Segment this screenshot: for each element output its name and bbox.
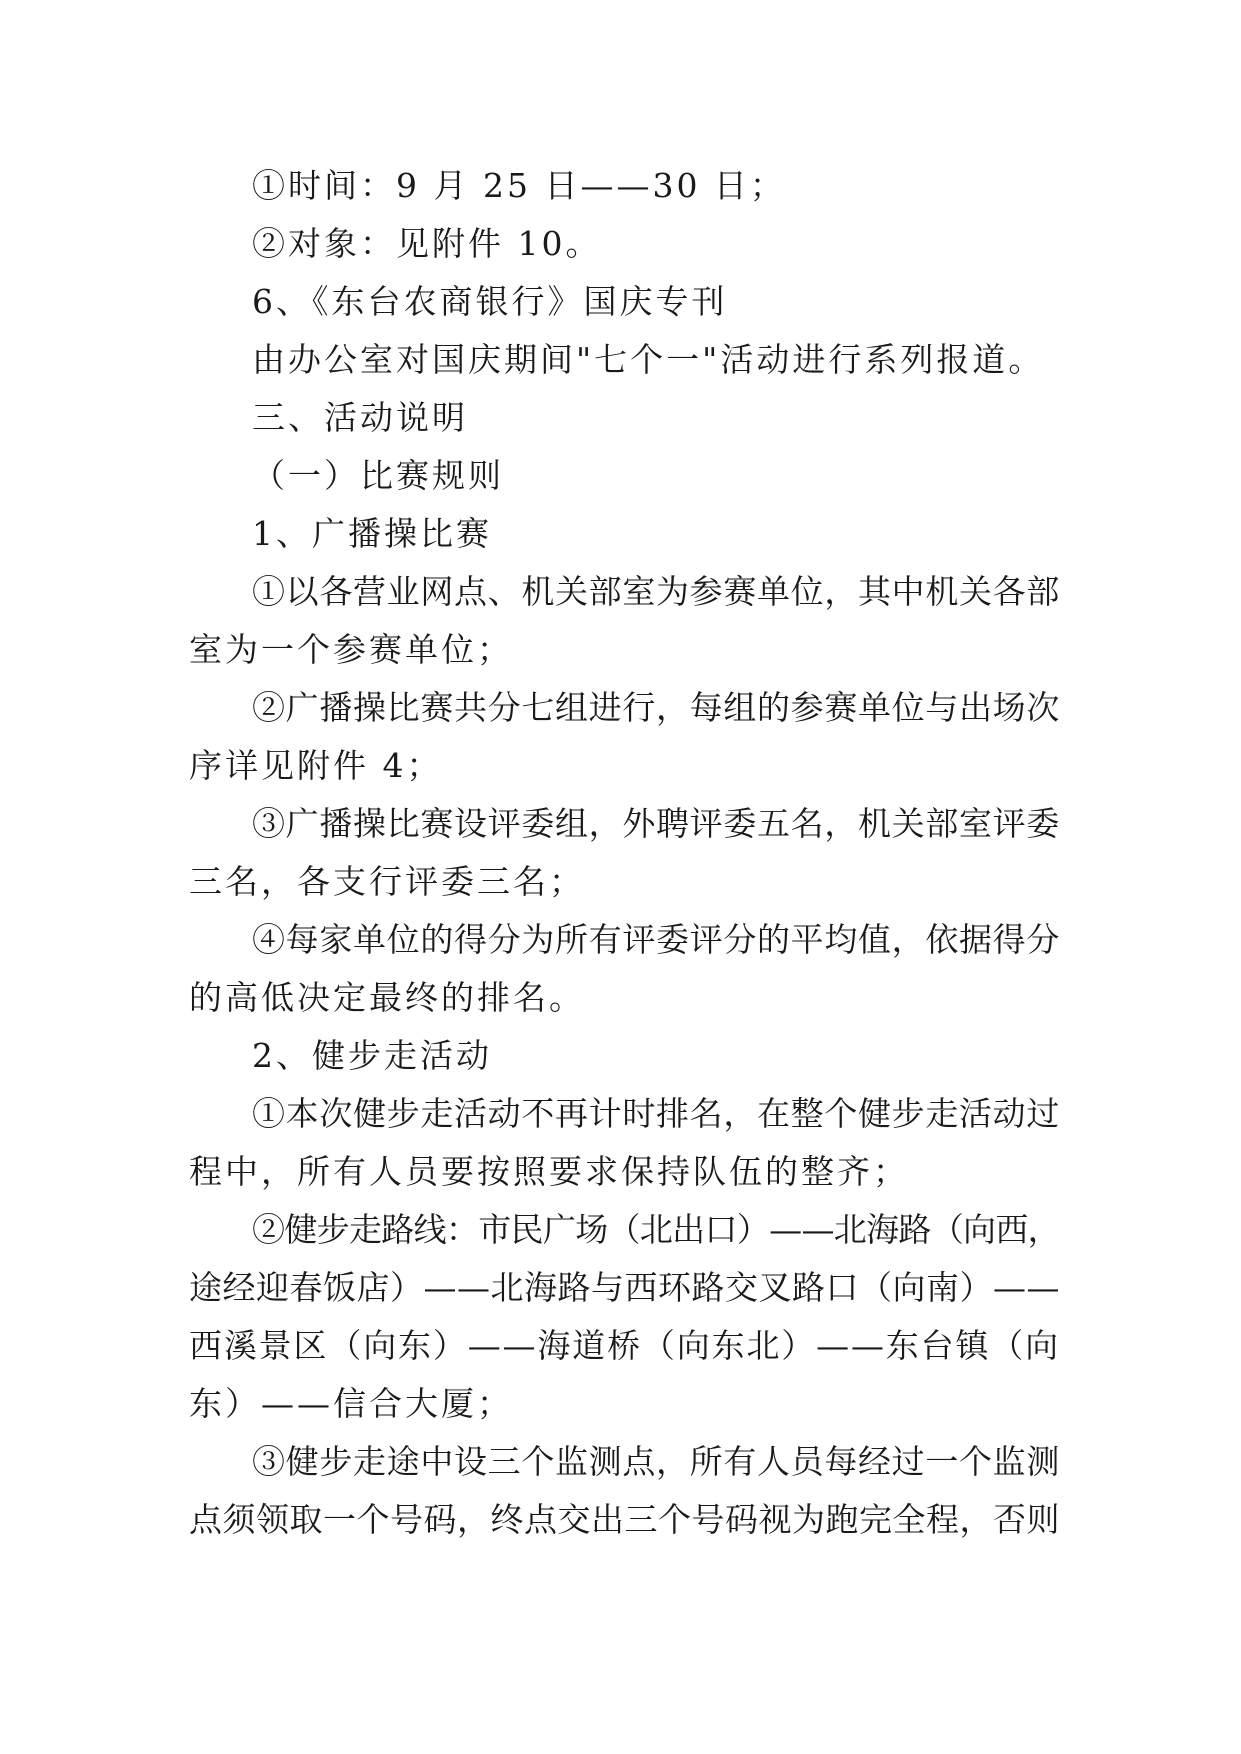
- paragraph-line: ②健步走路线：市民广场（北出口）——北海路（向西，: [252, 1210, 1061, 1249]
- paragraph-line: ④每家单位的得分为所有评委评分的平均值，依据得分: [252, 920, 1060, 959]
- paragraph-line: 三名，各支行评委三名；: [189, 862, 585, 901]
- paragraph-line: 西溪景区（向东）——海道桥（向东北）——东台镇（向: [189, 1326, 1060, 1365]
- paragraph-line: ①时间：9 月 25 日——30 日；: [252, 166, 786, 205]
- subsection-heading: 1、广播操比赛: [252, 514, 492, 553]
- paragraph-line: ③广播操比赛设评委组，外聘评委五名，机关部室评委: [252, 804, 1060, 843]
- paragraph-line: 程中，所有人员要按照要求保持队伍的整齐；: [189, 1152, 909, 1191]
- paragraph-line: ①本次健步走活动不再计时排名，在整个健步走活动过: [252, 1094, 1060, 1133]
- paragraph-line: ①以各营业网点、机关部室为参赛单位，其中机关各部: [252, 572, 1060, 611]
- section-heading: 6、《东台农商银行》国庆专刊: [252, 282, 728, 321]
- paragraph-line: 的高低决定最终的排名。: [189, 978, 585, 1017]
- subsection-heading: （一）比赛规则: [252, 456, 504, 495]
- paragraph-line: 东）——信合大厦；: [189, 1384, 513, 1423]
- paragraph-line: 途经迎春饭店）——北海路与西环路交叉路口（向南）——: [189, 1268, 1060, 1307]
- paragraph-line: ②对象：见附件 10。: [252, 224, 602, 263]
- paragraph-line: ③健步走途中设三个监测点，所有人员每经过一个监测: [252, 1442, 1060, 1481]
- paragraph-line: 点须领取一个号码，终点交出三个号码视为跑完全程，否则: [189, 1500, 1060, 1539]
- paragraph-line: ②广播操比赛共分七组进行，每组的参赛单位与出场次: [252, 688, 1060, 727]
- paragraph-line: 由办公室对国庆期间"七个一"活动进行系列报道。: [252, 340, 1045, 379]
- section-heading: 三、活动说明: [252, 398, 468, 437]
- paragraph-line: 序详见附件 4；: [189, 746, 443, 785]
- paragraph-line: 室为一个参赛单位；: [189, 630, 513, 669]
- subsection-heading: 2、健步走活动: [252, 1036, 492, 1075]
